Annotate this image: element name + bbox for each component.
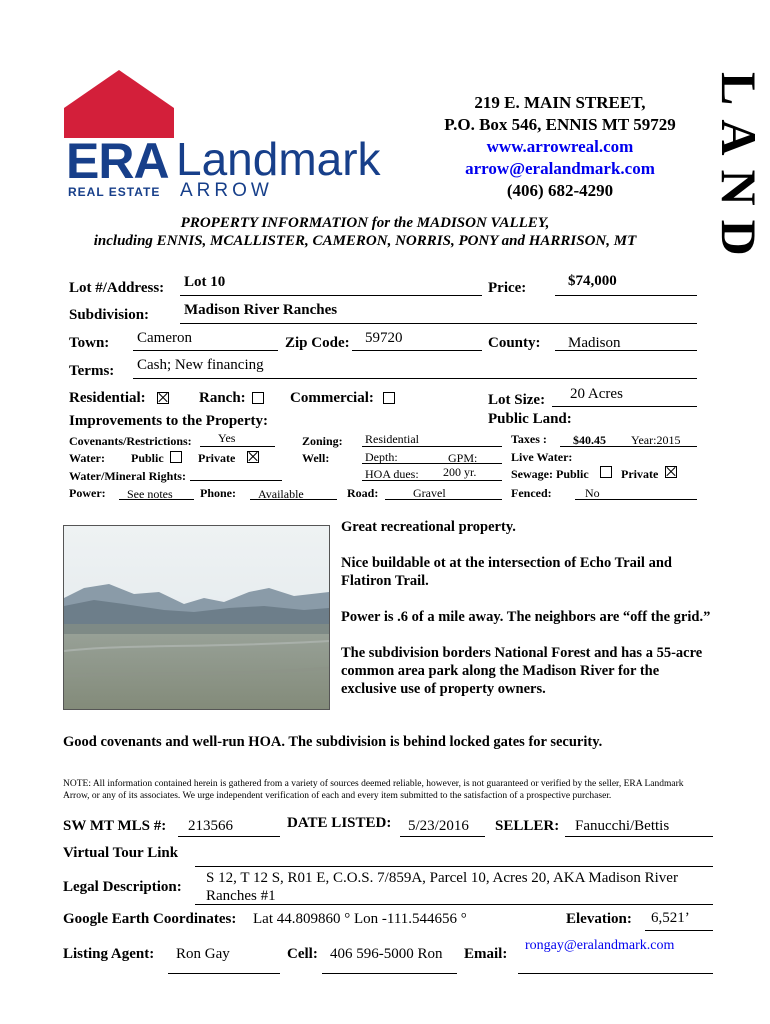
phone-value: Available	[258, 487, 304, 501]
legal-label: Legal Description:	[63, 879, 182, 895]
property-photo	[63, 525, 330, 710]
well-label: Well:	[302, 451, 330, 465]
elevation-underline	[645, 930, 713, 931]
cell-label: Cell:	[287, 946, 318, 962]
seller-underline	[565, 836, 713, 837]
zoning-label: Zoning:	[302, 434, 343, 448]
road-underline	[385, 499, 502, 500]
agent-email-link[interactable]: rongay@eralandmark.com	[525, 938, 675, 953]
logo-landmark-text: Landmark	[176, 133, 381, 185]
well-underline	[362, 463, 502, 464]
mls-label: SW MT MLS #:	[63, 818, 167, 834]
agent-label: Listing Agent:	[63, 946, 155, 962]
date-value: 5/23/2016	[408, 818, 469, 834]
email-label: Email:	[464, 946, 508, 962]
legal-underline	[195, 904, 713, 905]
road-value: Gravel	[413, 486, 446, 500]
power-underline	[119, 499, 194, 500]
sewage-label: Sewage: Public	[511, 467, 589, 481]
logo-era-text: ERA	[66, 133, 169, 189]
zip-underline	[352, 350, 482, 351]
legal-line-2: Ranches #1	[206, 888, 276, 904]
seller-value: Fanucchi/Bettis	[575, 818, 670, 834]
description-p4: The subdivision borders National Forest and has a 55-acre common area park along the Madison River for the exclusive use of property owners.	[341, 645, 703, 697]
depth-label: Depth:	[365, 450, 398, 464]
price-label: Price:	[488, 280, 527, 296]
info-line-1: PROPERTY INFORMATION for the MADISON VALLEY,	[180, 215, 550, 231]
virtual-tour-underline	[195, 866, 713, 867]
lot-underline	[180, 295, 482, 296]
public-land-label: Public Land:	[488, 411, 572, 427]
hoa-underline	[362, 480, 502, 481]
subdivision-value: Madison River Ranches	[184, 302, 338, 318]
disclaimer-note: NOTE: All information contained herein is gathered from a variety of sources deemed reliable, however, is not guaranteed or verified by the seller, ERA Landmark Arrow, or any of its associates. We urge independent verification of each and every item submitted to the satisfaction of a prospective purchaser.	[63, 779, 684, 801]
subdivision-label: Subdivision:	[69, 307, 150, 323]
improvements-label: Improvements to the Property:	[69, 413, 268, 429]
sewage-private-label: Private	[621, 467, 659, 481]
lot-value: Lot 10	[184, 274, 226, 290]
price-value: $74,000	[568, 273, 617, 289]
header-phone: (406) 682-4290	[506, 181, 614, 200]
website-link[interactable]: www.arrowreal.com	[486, 137, 634, 156]
county-underline	[555, 350, 697, 351]
terms-underline	[133, 378, 697, 379]
subdivision-underline	[180, 323, 697, 324]
info-line-2: including ENNIS, MCALLISTER, CAMERON, NORRIS, PONY and HARRISON, MT	[93, 233, 637, 249]
water-private-checkbox[interactable]	[247, 451, 259, 463]
elevation-value: 6,521’	[651, 910, 690, 926]
date-underline	[400, 836, 485, 837]
lot-size-label: Lot Size:	[488, 392, 546, 408]
land-side-label: LAND	[711, 72, 767, 270]
live-water-label: Live Water:	[511, 450, 573, 464]
coords-value: Lat 44.809860 ° Lon -111.544656 °	[253, 911, 467, 927]
town-value: Cameron	[137, 330, 192, 346]
date-label: DATE LISTED:	[287, 815, 392, 831]
agent-underline	[168, 973, 280, 974]
fenced-label: Fenced:	[511, 486, 552, 500]
water-mineral-label: Water/Mineral Rights:	[69, 469, 186, 483]
seller-label: SELLER:	[495, 818, 560, 834]
terms-label: Terms:	[69, 363, 115, 379]
power-label: Power:	[69, 486, 106, 500]
mls-value: 213566	[188, 818, 233, 834]
zoning-value: Residential	[365, 432, 419, 446]
ranch-label: Ranch:	[199, 390, 246, 406]
water-public-label: Public	[131, 451, 164, 465]
sewage-private-checkbox[interactable]	[665, 466, 677, 478]
water-public-checkbox[interactable]	[170, 451, 182, 463]
road-label: Road:	[347, 486, 379, 500]
commercial-label: Commercial:	[290, 390, 374, 406]
covenants-value: Yes	[218, 431, 236, 445]
price-underline	[555, 295, 697, 296]
residential-label: Residential:	[69, 390, 146, 406]
coords-label: Google Earth Coordinates:	[63, 911, 237, 927]
county-label: County:	[488, 335, 541, 351]
landscape-photo	[64, 526, 329, 709]
header-pobox: P.O. Box 546, ENNIS MT 59729	[444, 115, 676, 134]
water-mineral-underline	[190, 480, 282, 481]
zip-value: 59720	[365, 330, 403, 346]
email-link[interactable]: arrow@eralandmark.com	[465, 159, 655, 178]
power-value: See notes	[127, 487, 173, 501]
taxes-underline	[560, 446, 697, 447]
zoning-underline	[362, 446, 502, 447]
hoa-value: 200 yr.	[443, 465, 477, 479]
commercial-checkbox[interactable]	[383, 392, 395, 404]
fenced-value: No	[585, 486, 600, 500]
lot-size-underline	[552, 406, 697, 407]
phone-underline	[250, 499, 337, 500]
town-label: Town:	[69, 335, 110, 351]
house-roof-icon	[64, 70, 174, 140]
logo-arrow-text: ARROW	[180, 180, 273, 201]
taxes-year: Year:2015	[631, 433, 681, 447]
elevation-label: Elevation:	[566, 911, 632, 927]
virtual-tour-link[interactable]: Virtual Tour Link	[63, 845, 179, 861]
agent-value: Ron Gay	[176, 946, 230, 962]
water-private-label: Private	[198, 451, 236, 465]
terms-value: Cash; New financing	[137, 357, 264, 373]
phone-label: Phone:	[200, 486, 236, 500]
sewage-public-checkbox[interactable]	[600, 466, 612, 478]
cell-underline	[322, 973, 457, 974]
description-p2: Nice buildable ot at the intersection of Echo Trail and Flatiron Trail.	[341, 555, 672, 589]
header-street: 219 E. MAIN STREET,	[474, 93, 646, 112]
logo-real-estate-text: REAL ESTATE	[68, 185, 161, 199]
covenants-label: Covenants/Restrictions:	[69, 434, 192, 448]
residential-checkbox[interactable]	[157, 392, 169, 404]
water-label: Water:	[69, 451, 105, 465]
era-logo	[62, 70, 392, 205]
zip-label: Zip Code:	[285, 335, 350, 351]
legal-line-1: S 12, T 12 S, R01 E, C.O.S. 7/859A, Parcel 10, Acres 20, AKA Madison River	[206, 870, 678, 886]
description-p3: Power is .6 of a mile away. The neighbors are “off the grid.”	[341, 609, 711, 625]
ranch-checkbox[interactable]	[252, 392, 264, 404]
lot-label: Lot #/Address:	[69, 280, 165, 296]
email-underline	[518, 973, 713, 974]
covenants-underline	[200, 446, 275, 447]
taxes-value: $40.45	[573, 433, 606, 447]
description-p5: Good covenants and well-run HOA. The subdivision is behind locked gates for security.	[63, 734, 603, 750]
town-underline	[133, 350, 278, 351]
hoa-label: HOA dues:	[365, 467, 419, 481]
taxes-label: Taxes :	[511, 432, 547, 446]
mls-underline	[178, 836, 280, 837]
gpm-label: GPM:	[448, 451, 478, 465]
fenced-underline	[575, 499, 697, 500]
cell-value: 406 596-5000 Ron	[330, 946, 443, 962]
lot-size-value: 20 Acres	[570, 386, 623, 402]
description-p1: Great recreational property.	[341, 519, 516, 535]
county-value: Madison	[568, 335, 621, 351]
